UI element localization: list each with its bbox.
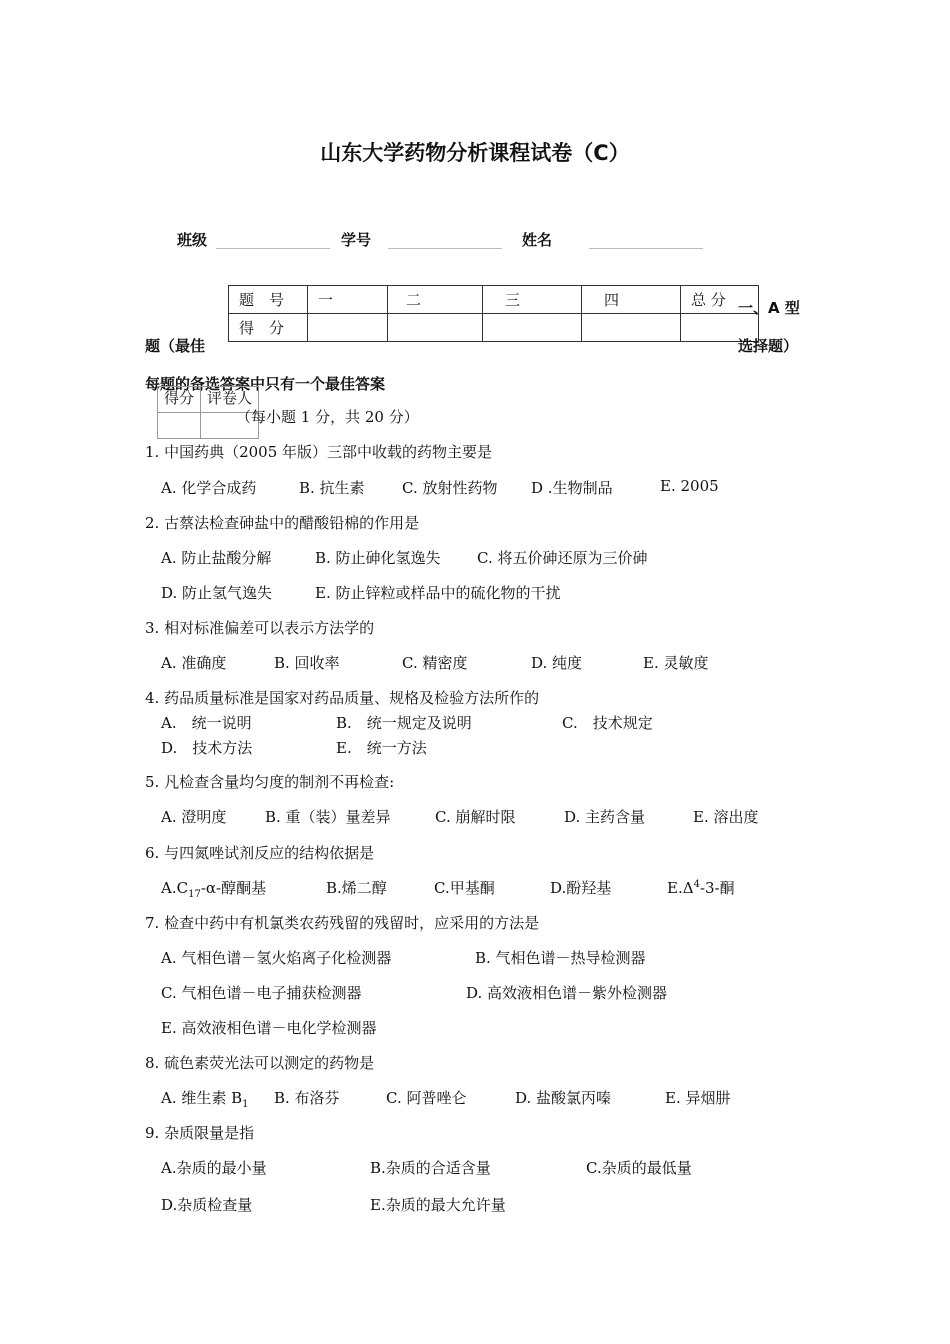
option-prefix: E.Δ [667,879,694,897]
score-cell[interactable] [483,314,582,342]
score-cell[interactable] [582,314,681,342]
question-stem: 9. 杂质限量是指 [145,1124,255,1142]
grader-score-label: 得分 [158,387,201,413]
option[interactable]: E. 高效液相色谱－电化学检测器 [161,1019,377,1037]
score-header-cell: 三 [483,286,582,314]
option[interactable] [161,1087,249,1110]
option[interactable]: D .生物制品 [531,479,613,497]
section-points: （每小题 1 分，共 20 分） [236,408,419,426]
option[interactable]: A. 化学合成药 [161,479,257,497]
grader-score-cell[interactable] [158,413,201,439]
option[interactable] [667,877,735,898]
option[interactable]: B. 重（装）量差异 [265,808,391,826]
question-stem: 1. 中国药典（2005 年版）三部中收载的药物主要是 [145,443,493,461]
section-title-part1: 一、A 型 [738,299,800,317]
score-table [228,285,759,342]
section-title-part2: 题（最佳 [145,337,206,355]
option[interactable]: B. 回收率 [274,654,340,672]
option[interactable]: B.杂质的合适含量 [370,1159,491,1177]
score-header-cell: 总 分 [681,286,759,314]
question-stem: 2. 古蔡法检查砷盐中的醋酸铅棉的作用是 [145,514,420,532]
score-header-cell: 题 号 [229,286,308,314]
question-stem: 8. 硫色素荧光法可以测定的药物是 [145,1054,375,1072]
option[interactable]: C. 阿普唑仑 [386,1089,467,1107]
option[interactable]: C.甲基酮 [434,879,495,897]
option[interactable]: E. 灵敏度 [643,654,709,672]
grader-name-label: 评卷人 [201,387,259,413]
option[interactable]: C. 放射性药物 [402,479,498,497]
option[interactable]: B. 抗生素 [299,479,365,497]
option[interactable]: E. 统一方法 [336,739,427,757]
superscript: 4 [693,879,700,890]
option[interactable]: C. 气相色谱－电子捕获检测器 [161,984,362,1002]
option[interactable]: E. 异烟肼 [665,1089,731,1107]
question-stem: 5. 凡检查含量均匀度的制剂不再检查: [145,773,395,791]
option[interactable]: B. 统一规定及说明 [336,714,472,732]
option[interactable]: C. 将五价砷还原为三价砷 [477,549,648,567]
section-description: 每题的备选答案中只有一个最佳答案 [145,375,386,393]
question-stem: 4. 药品质量标准是国家对药品质量、规格及检验方法所作的 [145,689,540,707]
option[interactable]: D. 纯度 [531,654,583,672]
name-field[interactable] [589,248,703,249]
question-stem: 6. 与四氮唑试剂反应的结构依据是 [145,844,375,862]
option[interactable]: D. 主药含量 [564,808,646,826]
option[interactable]: B. 气相色谱－热导检测器 [475,949,646,967]
subscript: 1 [242,1099,249,1110]
option[interactable]: D. 盐酸氯丙嗪 [515,1089,612,1107]
option[interactable]: A. 准确度 [161,654,227,672]
name-label: 姓名 [522,231,553,249]
option[interactable]: D.杂质检查量 [161,1196,253,1214]
student-id-label: 学号 [341,231,372,249]
option[interactable]: E. 2005 [660,477,719,495]
option[interactable]: B. 布洛芬 [274,1089,340,1107]
option[interactable]: C. 技术规定 [562,714,653,732]
option[interactable]: C. 崩解时限 [435,808,516,826]
option[interactable]: C.杂质的最低量 [586,1159,692,1177]
option[interactable]: A. 澄明度 [161,808,227,826]
option[interactable]: A. 防止盐酸分解 [161,549,272,567]
option[interactable]: D. 高效液相色谱－紫外检测器 [466,984,668,1002]
score-row-label: 得 分 [229,314,308,342]
score-cell[interactable] [388,314,483,342]
option-prefix: A. 维生素 B [161,1089,243,1107]
option-suffix: -3-酮 [699,879,735,897]
option[interactable]: E. 溶出度 [693,808,759,826]
class-label: 班级 [177,231,208,249]
question-stem: 7. 检查中药中有机氯类农药残留的残留时，应采用的方法是 [145,914,540,932]
class-field[interactable] [216,248,330,249]
option[interactable]: D. 技术方法 [161,739,253,757]
option[interactable]: B.烯二醇 [326,879,387,897]
option[interactable]: E.杂质的最大允许量 [370,1196,506,1214]
score-header-cell: 四 [582,286,681,314]
option[interactable]: A.杂质的最小量 [161,1159,267,1177]
option-prefix: A.C [161,879,189,897]
option[interactable] [161,877,266,900]
option[interactable]: B. 防止砷化氢逸失 [315,549,441,567]
option[interactable]: E. 防止锌粒或样品中的硫化物的干扰 [315,584,561,602]
question-stem: 3. 相对标准偏差可以表示方法学的 [145,619,375,637]
student-id-field[interactable] [388,248,502,249]
section-title-part3: 选择题） [738,337,799,355]
page-title: 山东大学药物分析课程试卷（C） [320,141,630,165]
option-suffix: -α-醇酮基 [200,879,267,897]
score-cell[interactable] [308,314,388,342]
option[interactable]: D. 防止氢气逸失 [161,584,273,602]
option[interactable]: D.酚羟基 [550,879,612,897]
subscript: 17 [188,889,201,900]
option[interactable]: A. 统一说明 [161,714,252,732]
score-header-cell: 二 [388,286,483,314]
score-header-cell: 一 [308,286,388,314]
option[interactable]: A. 气相色谱－氢火焰离子化检测器 [161,949,392,967]
option[interactable]: C. 精密度 [402,654,468,672]
